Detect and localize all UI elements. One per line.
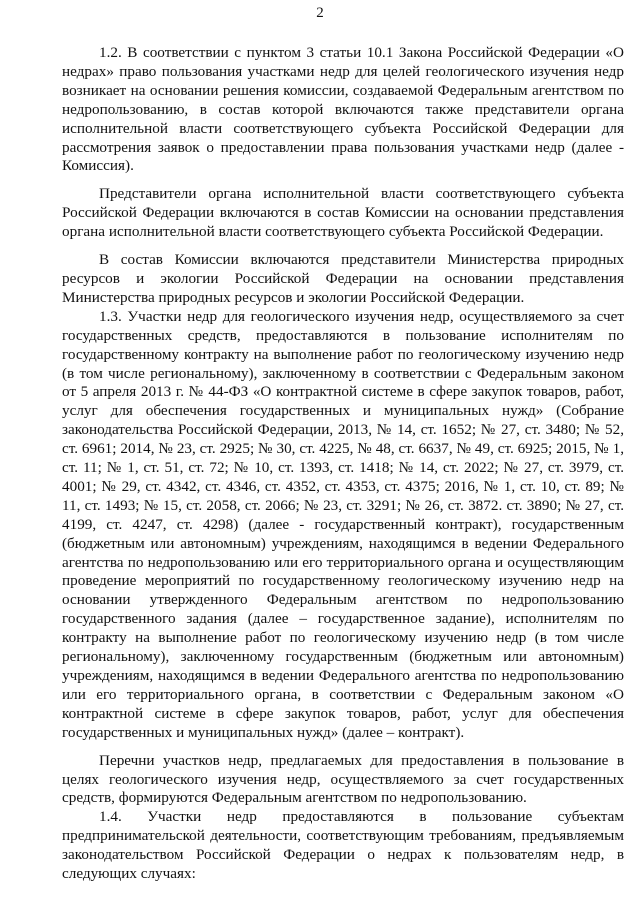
paragraph-commission-ministry: В состав Комиссии включаются представители Министерства природных ресурсов и экологии Российской Федерации на основании представления Министерства природных ресурсов и экологии Российской Федерации. [62,251,624,306]
document-body [62,44,624,884]
paragraph-commission-regional: Представители органа исполнительной власти соответствующего субъекта Российской Федерации включаются в состав Комиссии на основании представления органа исполнительной власти соответствующего субъекта Российской Федерации. [62,185,624,241]
paragraph-1-2: 1.2. В соответствии с пунктом 3 статьи 10.1 Закона Российской Федерации «О недрах» право пользования участками недр для целей геологического изучения недр возникает на основании решения комиссии, создаваемой Федеральным агентством по недропользованию, в состав которой включаются также представители органа исполнительной власти соответствующего субъекта Российской Федерации для рассмотрения заявок о предоставлении права пользования участками недр (далее - Комиссия). [62,44,624,175]
paragraph-1-4: 1.4. Участки недр предоставляются в пользование субъектам предпринимательской деятельности, соответствующим требованиям, предъявляемым законодательством Российской Федерации о недрах к пользователям недр, в следующих случаях: [62,808,624,883]
paragraph-1-3: 1.3. Участки недр для геологического изучения недр, осуществляемого за счет государственных средств, предоставляются в пользование исполнителям по государственному контракту на выполнение работ по геологическому изучению недр (в том числе региональному), заключенному в соответствии с Федеральным законом от 5 апреля 2013 г. № 44-ФЗ «О контрактной системе в сфере закупок товаров, работ, услуг для обеспечения государственных и муниципальных нужд» (Собрание законодательства Российской Федерации, 2013, № 14, ст. 1652; № 27, ст. 3480; № 52, ст. 6961; 2014, № 23, ст. 2925; № 30, ст. 4225, № 48, ст. 6637, № 49, ст. 6925; 2015, № 1, ст. 11; № 1, ст. 51, ст. 72; № 10, ст. 1393, ст. 1418; № 14, ст. 2022; № 27, ст. 3979, ст. 4001; № 29, ст. 4342, ст. 4346, ст. 4352, ст. 4353, ст. 4375; 2016, № 1, ст. 10, ст. 89; № 11, ст. 1493; № 15, ст. 2058, ст. 2066; № 23, ст. 3291; № 26, ст. 3872. ст. 3890; № 27, ст. 4199, ст. 4247, ст. 4298) (далее - государственный контракт), государственным (бюджетным или автономным) учреждениям, находящимся в ведении Федерального агентства по недропользованию или его территориального органа и осуществляющим проведение мероприятий по государственному геологическому изучению недр на основании утвержденного Федеральным агентством по недропользованию государственного задания (далее – государственное задание), исполнителям по контракту на выполнение работ по геологическому изучению недр (в том числе региональному), заключенному государственным (бюджетным или автономным) учреждениям, находящимся в ведении Федерального агентства по недропользованию или его территориального органа, в соответствии с Федеральным законом «О контрактной системе в сфере закупок товаров, работ, услуг для обеспечения государственных и муниципальных нужд» (далее – контракт). [62,307,624,741]
paragraph-lists: Перечни участков недр, предлагаемых для предоставления в пользование в целях геологического изучения недр, осуществляемого за счет государственных средств, формируются Федеральным агентством по недропользованию. [62,751,624,807]
page-number: 2 [316,5,324,21]
